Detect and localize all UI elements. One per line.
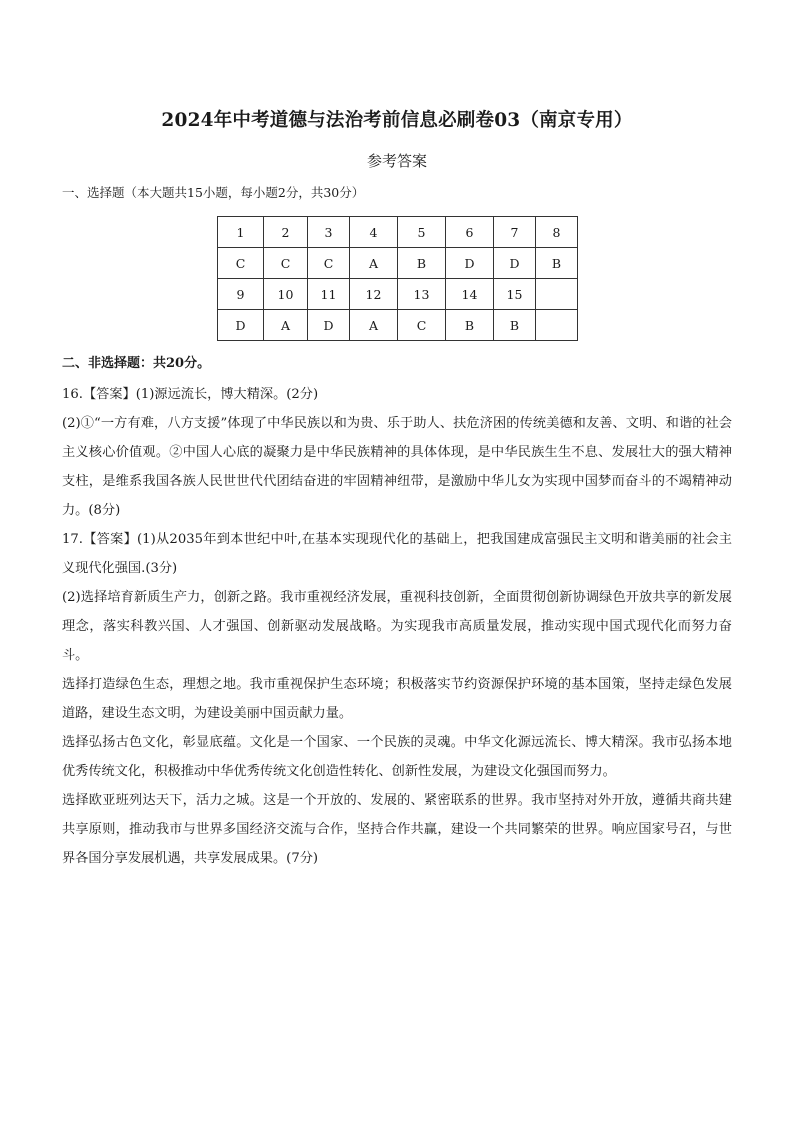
table-row <box>218 217 578 248</box>
table-cell: A <box>264 310 308 341</box>
table-cell: 11 <box>308 279 350 310</box>
table-row <box>218 248 578 279</box>
answer-paragraph: (2)①“一方有难，八方支援”体现了中华民族以和为贵、乐于助人、扶危济困的传统美德和友善、文明、和谐的社会主义核心价值观。②中国人心底的凝聚力是中华民族精神的具体体现，是中华民族生生不息、发展壮大的强大精神支柱，是维系我国各族人民世世代代团结奋进的牢固精神纽带，是激励中华儿女为实现中国梦而奋斗的不竭精神动力。(8分) <box>62 416 732 518</box>
table-cell: B <box>494 310 536 341</box>
table-cell: 3 <box>308 217 350 248</box>
table-cell: 5 <box>398 217 446 248</box>
table-row <box>218 279 578 310</box>
table-cell: D <box>494 248 536 279</box>
table-row <box>218 310 578 341</box>
table-cell: 4 <box>350 217 398 248</box>
answer-paragraph: 选择欧亚班列达天下，活力之城。这是一个开放的、发展的、紧密联系的世界。我市坚持对外开放，遵循共商共建共享原则，推动我市与世界多国经济交流与合作，坚持合作共赢，建设一个共同繁荣的世界。响应国家号召，与世界各国分享发展机遇，共享发展成果。(7分) <box>62 793 732 866</box>
table-cell <box>536 279 578 310</box>
table-cell: D <box>446 248 494 279</box>
table-cell: C <box>218 248 264 279</box>
table-cell: A <box>350 248 398 279</box>
table-cell: C <box>264 248 308 279</box>
table-cell: 10 <box>264 279 308 310</box>
answer-paragraph: (2)选择培育新质生产力，创新之路。我市重视经济发展，重视科技创新，全面贯彻创新协调绿色开放共享的新发展理念，落实科教兴国、人才强国、创新驱动发展战略。为实现我市高质量发展，推动实现中国式现代化而努力奋斗。 <box>62 590 732 663</box>
answer-paragraph: 选择打造绿色生态，理想之地。我市重视保护生态环境；积极落实节约资源保护环境的基本国策，坚持走绿色发展道路，建设生态文明，为建设美丽中国贡献力量。 <box>62 677 732 721</box>
table-cell: A <box>350 310 398 341</box>
table-cell: 14 <box>446 279 494 310</box>
table-cell: B <box>398 248 446 279</box>
table-cell: B <box>446 310 494 341</box>
table-cell: 1 <box>218 217 264 248</box>
answer-paragraph: 17.【答案】(1)从2035年到本世纪中叶,在基本实现现代化的基础上，把我国建成富强民主文明和谐美丽的社会主义现代化强国.(3分) <box>62 532 732 576</box>
table-cell <box>536 310 578 341</box>
table-cell: 12 <box>350 279 398 310</box>
table-cell: C <box>308 248 350 279</box>
table-cell: D <box>218 310 264 341</box>
answer-paragraph: 16.【答案】(1)源远流长，博大精深。(2分) <box>62 387 319 402</box>
answer-paragraph: 选择弘扬古色文化，彰显底蕴。文化是一个国家、一个民族的灵魂。中华文化源远流长、博大精深。我市弘扬本地优秀传统文化，积极推动中华优秀传统文化创造性转化、创新性发展，为建设文化强国而努力。 <box>62 735 732 779</box>
table-cell: D <box>308 310 350 341</box>
table-cell: 8 <box>536 217 578 248</box>
table-cell: B <box>536 248 578 279</box>
table-cell: 9 <box>218 279 264 310</box>
table-cell: 7 <box>494 217 536 248</box>
document-title: 2024年中考道德与法治考前信息必刷卷03（南京专用） <box>161 110 633 131</box>
section-heading-nonchoice: 二、非选择题：共20分。 <box>62 356 211 371</box>
answer-table <box>217 216 578 341</box>
table-cell: 2 <box>264 217 308 248</box>
document-subtitle: 参考答案 <box>366 152 427 170</box>
answer-body <box>62 380 732 873</box>
table-cell: C <box>398 310 446 341</box>
table-cell: 15 <box>494 279 536 310</box>
section-heading-choice: 一、选择题（本大题共15小题，每小题2分，共30分） <box>62 185 365 200</box>
table-cell: 13 <box>398 279 446 310</box>
table-cell: 6 <box>446 217 494 248</box>
